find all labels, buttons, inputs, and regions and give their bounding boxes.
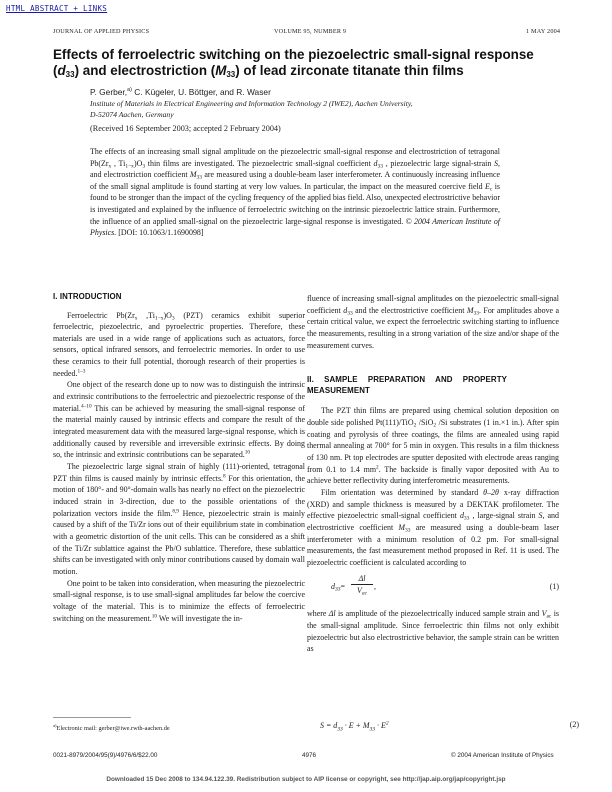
subscript: 33	[337, 726, 343, 733]
abstract-text: is found to be stronger than the impact of the cycling frequency of the applied bias field. Also, unexpected electrostrictive behavior is investigated and explained by the influence of ferroelectric switching on the intrinsic piezoelectric lattice strain. Furthermore, the influence of an applied small-signal on the piezoelectric large-signal response is investigated.	[90, 181, 500, 226]
paragraph	[53, 310, 305, 380]
symbol: S	[494, 158, 498, 168]
symbol: V	[356, 586, 362, 596]
text: For this orientation, the motion of 180°- and 90°-domain walls has nearly no effect on the piezoelectric induced strain in 3-direction, due to the possible orientations of the polarization vectors inside the film.	[53, 473, 306, 518]
superscript: 2	[376, 463, 379, 470]
title-line-1: Effects of ferroelectric switching on the piezoelectric small-signal response	[53, 47, 534, 62]
footnote-marker: a)	[127, 87, 132, 94]
text: One object of the research done up to now was to distinguish the intrinsic and extrinsic contributions to the ferroelectric and piezoelectric response of the material.	[53, 380, 305, 413]
subscript: 33	[463, 515, 470, 522]
text: x-ray diffraction (XRD) and sample thickness is measured by a DEKTAK profilometer. The effective piezoelectric small-signal coefficient	[307, 487, 559, 521]
denominator	[351, 585, 373, 596]
title-symbol: d	[57, 63, 66, 78]
subscript: 3	[142, 163, 146, 170]
abstract-text: are measured using a double-beam laser interferometer. A continuously increasing influence of the small signal amplitude is found starting at very low values. In particular, the impact on the measured coercive field	[90, 170, 500, 191]
footnote-divider	[53, 717, 131, 718]
text: /SiO	[416, 417, 434, 427]
citation-ref: 10	[244, 449, 251, 456]
title-symbol: M	[215, 63, 227, 78]
footnote-text: Electronic mail: gerber@iwe.rwth-aachen.de	[56, 725, 170, 733]
subscript: 2	[413, 422, 417, 429]
text: One point to be taken into consideration, when measuring the piezoelectric small-signal response, is to use small-signal amplitudes far below the coercive voltage of the material. This is to minimize the effects of ferroelectric switching on the measurement.	[53, 578, 305, 623]
page-number: 4976	[302, 752, 317, 759]
symbol: d	[343, 305, 348, 315]
subscript: x	[108, 163, 112, 170]
equation-number: (2)	[569, 720, 579, 729]
text: are measured using a double-beam laser interferometer with a minimum resolution of 0.2 pm. For small-signal measurements, the fast measurement method proposed in Ref. 11 is used. The piezoelectric coefficient is calculated according to	[307, 522, 559, 567]
text: ,Ti	[137, 310, 155, 320]
text: This can be achieved by measuring the small-signal response of the material mainly caused by intrinsic effects and compare the result of the integrated measurement data with the measured large-signal response, which is additionally caused by reversible and irreversible extrinsic effects. By doing so, the intrinsic and extrinsic contributions can be separated.	[53, 403, 305, 460]
affiliation-line-1: Institute of Materials in Electrical Engineering and Information Technology 2 (IWE2), Aachen University,	[90, 99, 413, 108]
text: The PZT thin films are prepared using chemical solution deposition on double side polished Pt(111)/TiO	[307, 406, 559, 427]
text: . For amplitudes above a certain critical value, we expect the ferroelectric switching starting to influence the measurements, resulting in a strong variation of the size and/or shape of the measurement curves.	[307, 305, 560, 350]
text: where	[307, 609, 329, 619]
symbol: Δl	[328, 609, 336, 619]
abstract-copyright: © 2004 American Institute of Physics.	[90, 216, 500, 238]
symbol: M	[398, 522, 405, 532]
citation-ref: 4–10	[81, 403, 92, 410]
subscript: x	[134, 315, 138, 321]
text: /Si substrates (1 in.×1 in.). After spin coating and pyrolysis of three coatings, the films are annealed using rapid thermal annealing at 700° for 5 min in oxygen. This results in a film thickness of 130 nm. Pt top electrodes are sputter deposited with electrode areas ranging from 0.1 to 1.4 mm	[307, 417, 559, 474]
text: · E + M	[342, 720, 370, 730]
affiliation	[90, 99, 510, 120]
right-column	[307, 293, 559, 655]
text: Film orientation was determined by standard	[321, 487, 484, 497]
author-list	[90, 87, 271, 97]
subscript: 33	[473, 310, 480, 317]
title-text: ) and electrostriction (	[74, 63, 216, 78]
superscript: 2	[385, 720, 389, 726]
text: , and electrostrictive coefficient	[307, 511, 559, 532]
publisher-copyright: © 2004 American Institute of Physics	[451, 752, 554, 759]
equation-body	[320, 720, 389, 733]
symbol: S	[538, 511, 543, 521]
section-heading-sample-preparation: II. SAMPLE PREPARATION AND PROPERTY MEASUREMENT	[307, 375, 507, 395]
author-first: P. Gerber,	[90, 87, 128, 97]
subscript: 3	[171, 315, 175, 321]
text: . The backside is finally vapor deposited with Au to achieve better reflectivity during interferometric measurements.	[307, 464, 559, 486]
text: We will investigate the in-	[157, 613, 243, 623]
author-rest: C. Kügeler, U. Böttger, and R. Waser	[131, 87, 271, 97]
equals-sign: =	[340, 582, 345, 592]
citation-ref: 1–3	[77, 368, 86, 375]
text: Ferroelectric Pb(Zr	[67, 310, 135, 320]
journal-name: JOURNAL OF APPLIED PHYSICS	[53, 28, 150, 35]
left-column	[53, 292, 305, 624]
equation-1	[307, 573, 559, 603]
html-abstract-links-link[interactable]: HTML ABSTRACT + LINKS	[6, 4, 108, 13]
symbol: E	[485, 181, 490, 191]
text: (PZT) ceramics exhibit superior ferroelectric, piezoelectric, and pyroelectric properties. Therefore, these materials are used in a wide range of applications such as actuators, force sensors, optical infrared sensors, and ferroelectric memories. In order to use these ceramics to their full potential, thorough research of their properties is needed.	[53, 310, 305, 378]
symbol: V	[541, 609, 547, 619]
paragraph	[53, 379, 305, 461]
subscript: ac	[361, 590, 368, 597]
symbol: d	[331, 582, 335, 592]
received-dates: (Received 16 September 2003; accepted 2 February 2004)	[90, 124, 281, 133]
text: The piezoelectric large signal strain of highly (111)-oriented, tetragonal PZT thin films is caused mainly by intrinsic effects.	[53, 462, 305, 483]
title-subscript: 33	[65, 70, 75, 79]
equation-lhs	[331, 581, 345, 593]
issue-date: 1 MAY 2004	[526, 28, 561, 35]
symbol: d	[459, 511, 464, 521]
citation-ref: 10	[151, 612, 158, 619]
text: Hence, piezoelectric strain is mainly caused by a shift of the Ti/Zr ions out of their equilibrium state in combination with a geometric distortion of the unit cells. This can be considered as a shift of the Ti/Zr sublattice against the Pb/O sublattice. Therefore, these sublattice shifts can be investigated with only minor contributions caused by domain wall motion.	[53, 508, 305, 576]
article-code: 0021-8979/2004/95(9)/4976/6/$22.00	[53, 752, 158, 759]
fraction	[351, 573, 373, 596]
subscript: 2	[433, 422, 437, 429]
paragraph	[307, 487, 559, 569]
volume-number: VOLUME 95, NUMBER 9	[274, 28, 347, 35]
paragraph	[53, 461, 305, 578]
paper-title	[53, 47, 573, 79]
subscript: 33	[377, 163, 383, 170]
text: · E	[375, 720, 386, 730]
abstract-text: The effects of an increasing small signal amplitude on the piezoelectric small-signal response and electrostriction of tetragonal Pb(Zr	[90, 147, 500, 168]
paragraph-continued	[307, 293, 559, 351]
citation-ref: 8	[223, 473, 226, 480]
subscript: 33	[405, 527, 411, 534]
subscript: ac	[546, 613, 552, 620]
doi: [DOI: 10.1063/1.1690098]	[116, 228, 204, 238]
abstract-text: , piezoelectric large signal-strain	[382, 158, 495, 168]
footnote	[53, 723, 170, 732]
abstract-text: , Ti	[111, 158, 126, 168]
numerator: Δl	[351, 573, 373, 585]
subscript: 33	[334, 586, 341, 593]
text: is the small-signal amplitude. Since ferroelectric thin films not only exhibit piezoelectric but also electrostrictive behavior, the sample strain can be written as	[307, 609, 560, 654]
title-text: ) of lead zirconate titanate thin films	[235, 63, 464, 78]
subscript: 33	[196, 174, 203, 181]
paragraph	[307, 608, 559, 655]
abstract-text: thin films are investigated. The piezoelectric small-signal coefficient	[145, 158, 374, 168]
punctuation: ,	[374, 582, 376, 592]
text: fluence of increasing small-signal amplitudes on the piezoelectric small-signal coefficient	[307, 294, 559, 315]
equation-2	[320, 720, 579, 732]
symbol: M	[466, 305, 474, 315]
text: and the electrostrictive coefficient	[352, 305, 467, 315]
symbol: θ–2θ	[483, 487, 499, 497]
abstract-text: )O	[133, 158, 143, 168]
subscript: 1−x	[125, 163, 134, 170]
section-heading-introduction: I. INTRODUCTION	[53, 292, 122, 301]
paragraph	[53, 578, 305, 625]
download-notice: Downloaded 15 Dec 2008 to 134.94.122.39. Redistribution subject to AIP license or copyright, see http://jap.aip.org/jap/copyright.jsp	[106, 776, 506, 783]
title-text: (	[53, 63, 58, 78]
paragraph	[307, 405, 559, 487]
footnote-marker: a)	[53, 723, 57, 728]
text: , large-signal strain	[469, 511, 539, 521]
text: is amplitude of the piezoelectrically induced sample strain and	[335, 609, 542, 619]
subscript: c	[489, 186, 493, 193]
subscript: 1−x	[154, 315, 164, 321]
symbol: d	[373, 158, 378, 168]
abstract-text: , and electrostriction coefficient	[90, 158, 500, 180]
text: )O	[163, 310, 172, 320]
affiliation-line-2: D-52074 Aachen, Germany	[90, 109, 174, 119]
abstract	[90, 146, 500, 239]
equation-number: (1)	[549, 582, 559, 592]
subscript: 33	[347, 310, 353, 317]
symbol: M	[189, 170, 197, 180]
citation-ref: 8,9	[172, 508, 179, 515]
text: S = d	[320, 720, 338, 730]
title-subscript: 33	[226, 70, 236, 79]
subscript: 33	[369, 726, 376, 733]
